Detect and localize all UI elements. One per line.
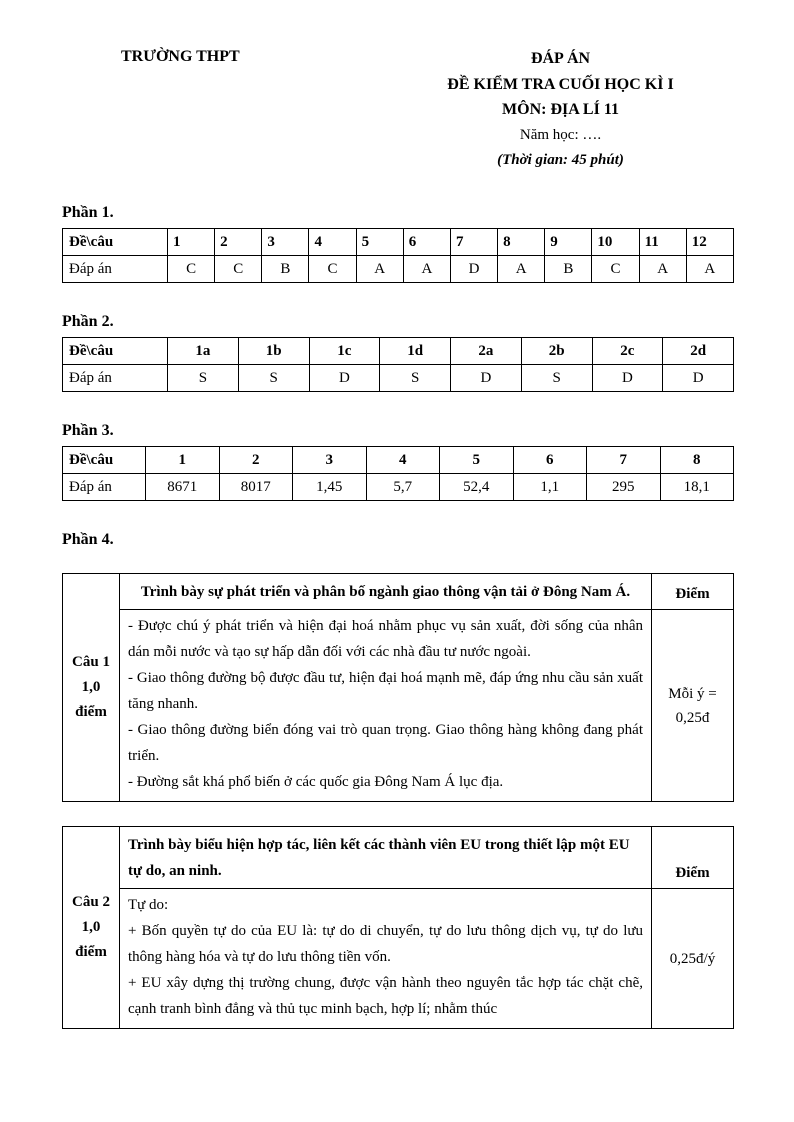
question-number-cell: 1a xyxy=(168,338,239,365)
answer-cell: C xyxy=(592,256,639,283)
answer-cell: A xyxy=(686,256,733,283)
question2-title: Trình bày biểu hiện hợp tác, liên kết các thành viên EU trong thiết lập một EU tự do, an ninh. xyxy=(120,827,652,889)
question-number-cell: 1 xyxy=(146,447,220,474)
answer-cell: C xyxy=(215,256,262,283)
question-number-cell: 1c xyxy=(309,338,380,365)
answer-paragraph: + Bốn quyền tự do của EU là: tự do di chuyển, tự do lưu thông dịch vụ, tự do lưu thông hàng hóa và tự do lưu thông tiền vốn. xyxy=(128,923,643,965)
answer-cell: 8671 xyxy=(146,474,220,501)
question-number-cell: 11 xyxy=(639,229,686,256)
table-row xyxy=(63,827,734,889)
question-number-cell: 7 xyxy=(450,229,497,256)
part2-answer-table xyxy=(62,337,734,392)
exam-duration: (Thời gian: 45 phút) xyxy=(497,152,624,168)
answer-cell: D xyxy=(309,365,380,392)
document-header xyxy=(62,46,733,174)
question-points-total: 1,0 xyxy=(81,679,101,695)
question1-table xyxy=(62,573,734,802)
question-points-total: 1,0 xyxy=(81,919,101,935)
question-number-cell: 2 xyxy=(215,229,262,256)
answer-paragraph: + EU xây dựng thị trường chung, được vận hành theo nguyên tắc hợp tác chặt chẽ, cạnh tranh bình đẳng và thủ tục minh bạch, hợp lí; nhằm thúc xyxy=(128,975,643,1017)
answer-cell: A xyxy=(498,256,545,283)
question2-answer-content xyxy=(120,889,652,1029)
answer-cell: 18,1 xyxy=(660,474,734,501)
answer-cell: S xyxy=(521,365,592,392)
answer-cell: D xyxy=(663,365,734,392)
row-header-label: Đề\câu xyxy=(63,229,168,256)
table-row xyxy=(63,338,734,365)
question-number-cell: 2a xyxy=(451,338,522,365)
points-column-header: Điểm xyxy=(652,827,734,889)
answer-paragraph: - Giao thông đường bộ được đầu tư, hiện đại hoá mạnh mẽ, đáp ứng nhu cầu sản xuất tăng nhanh. xyxy=(128,670,643,712)
question-number-cell: 3 xyxy=(293,447,367,474)
question-number-cell: 2d xyxy=(663,338,734,365)
part1-answer-table xyxy=(62,228,734,283)
answer-cell: S xyxy=(168,365,239,392)
answer-cell: D xyxy=(451,365,522,392)
question-id: Câu 1 xyxy=(72,654,110,670)
row-answer-label: Đáp án xyxy=(63,474,146,501)
answer-cell: D xyxy=(450,256,497,283)
question-number-cell: 1d xyxy=(380,338,451,365)
question-number-cell: 8 xyxy=(660,447,734,474)
school-name: TRƯỜNG THPT xyxy=(121,48,240,65)
answer-paragraph: Tự do: xyxy=(128,897,169,913)
answer-cell: B xyxy=(262,256,309,283)
question-number-cell: 2c xyxy=(592,338,663,365)
question2-table xyxy=(62,826,734,1029)
row-answer-label: Đáp án xyxy=(63,365,168,392)
doc-title-exam: ĐỀ KIỂM TRA CUỐI HỌC KÌ I xyxy=(447,75,674,93)
row-answer-label: Đáp án xyxy=(63,256,168,283)
answer-cell: S xyxy=(238,365,309,392)
answer-cell: 295 xyxy=(587,474,661,501)
question-number-cell: 7 xyxy=(587,447,661,474)
part3-answer-table xyxy=(62,446,734,501)
row-header-label: Đề\câu xyxy=(63,338,168,365)
part4-label: Phần 4. xyxy=(62,531,114,548)
part1-label: Phần 1. xyxy=(62,204,114,221)
question-number-cell: 12 xyxy=(686,229,733,256)
table-row xyxy=(63,889,734,1029)
question1-id-cell xyxy=(63,574,120,802)
points-column-header: Điểm xyxy=(652,574,734,610)
question1-title: Trình bày sự phát triển và phân bố ngành giao thông vận tải ở Đông Nam Á. xyxy=(120,574,652,610)
question1-answer-content xyxy=(120,610,652,802)
question-number-cell: 9 xyxy=(545,229,592,256)
question-number-cell: 10 xyxy=(592,229,639,256)
table-row xyxy=(63,574,734,610)
answer-cell: 1,45 xyxy=(293,474,367,501)
answer-cell: A xyxy=(403,256,450,283)
answer-cell: 5,7 xyxy=(366,474,440,501)
table-row xyxy=(63,447,734,474)
school-year: Năm học: …. xyxy=(519,126,602,143)
title-block xyxy=(388,46,733,174)
question1-points-value: Mỗi ý = 0,25đ xyxy=(652,610,734,802)
answer-cell: C xyxy=(168,256,215,283)
answer-paragraph: - Giao thông đường biển đóng vai trò quan trọng. Giao thông hàng không đang phát triển. xyxy=(128,722,643,764)
answer-cell: C xyxy=(309,256,356,283)
answer-cell: D xyxy=(592,365,663,392)
question-number-cell: 1b xyxy=(238,338,309,365)
answer-cell: 1,1 xyxy=(513,474,587,501)
doc-title-answer-key: ĐÁP ÁN xyxy=(530,50,591,67)
question-number-cell: 6 xyxy=(513,447,587,474)
question-points-unit: điểm xyxy=(75,704,107,720)
row-header-label: Đề\câu xyxy=(63,447,146,474)
answer-cell: 8017 xyxy=(219,474,293,501)
question-number-cell: 8 xyxy=(498,229,545,256)
table-row xyxy=(63,365,734,392)
question-number-cell: 1 xyxy=(168,229,215,256)
question-number-cell: 3 xyxy=(262,229,309,256)
part2-label: Phần 2. xyxy=(62,313,114,330)
question-number-cell: 5 xyxy=(356,229,403,256)
part3-label: Phần 3. xyxy=(62,422,114,439)
question2-points-value: 0,25đ/ý xyxy=(652,889,734,1029)
answer-cell: S xyxy=(380,365,451,392)
table-row xyxy=(63,474,734,501)
table-row xyxy=(63,256,734,283)
answer-paragraph: - Được chú ý phát triển và hiện đại hoá nhằm phục vụ sản xuất, đời sống của nhân dán mỗi nước và tạo sự hấp dẫn đối với các nhà đầu tư nước ngoài. xyxy=(128,618,643,660)
question-number-cell: 5 xyxy=(440,447,514,474)
question-number-cell: 2b xyxy=(521,338,592,365)
question-points-unit: điểm xyxy=(75,944,107,960)
answer-paragraph: - Đường sắt khá phổ biến ở các quốc gia Đông Nam Á lục địa. xyxy=(128,774,504,790)
question-number-cell: 4 xyxy=(309,229,356,256)
question-number-cell: 4 xyxy=(366,447,440,474)
question2-id-cell xyxy=(63,827,120,1029)
answer-cell: 52,4 xyxy=(440,474,514,501)
question-number-cell: 2 xyxy=(219,447,293,474)
answer-cell: A xyxy=(356,256,403,283)
question-id: Câu 2 xyxy=(72,894,110,910)
table-row xyxy=(63,229,734,256)
answer-cell: B xyxy=(545,256,592,283)
table-row xyxy=(63,610,734,802)
answer-cell: A xyxy=(639,256,686,283)
doc-title-subject: MÔN: ĐỊA LÍ 11 xyxy=(502,101,619,118)
question-number-cell: 6 xyxy=(403,229,450,256)
